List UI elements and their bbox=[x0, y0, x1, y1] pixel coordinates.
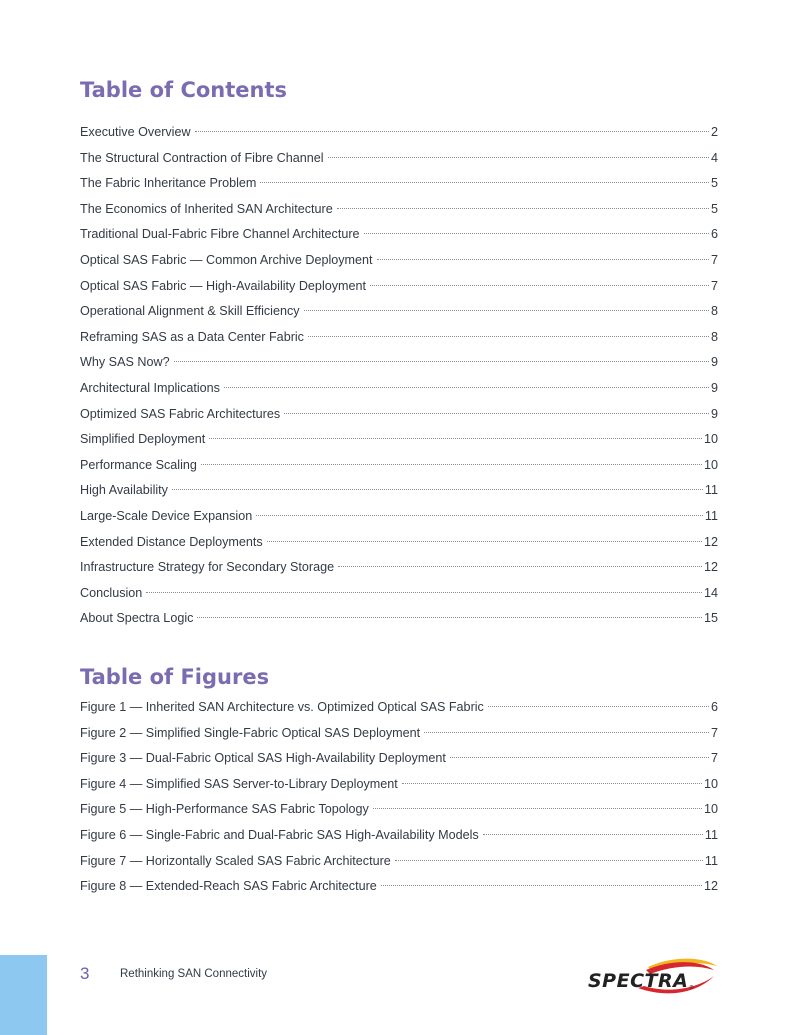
dot-leader bbox=[338, 566, 702, 567]
toc-entry[interactable] bbox=[80, 506, 718, 532]
toc-entry-label: Optical SAS Fabric — Common Archive Deployment bbox=[80, 252, 373, 267]
footer-accent-block bbox=[0, 955, 47, 1035]
figure-entry[interactable] bbox=[80, 697, 718, 723]
dot-leader bbox=[267, 541, 702, 542]
toc-entry-label: Optical SAS Fabric — High-Availability Deployment bbox=[80, 278, 367, 293]
toc-entry-page: 11 bbox=[704, 483, 718, 498]
toc-entry-page: 7 bbox=[710, 252, 718, 267]
figure-entry[interactable] bbox=[80, 825, 718, 851]
toc-entry-page: 4 bbox=[710, 150, 718, 165]
toc-entry-page: 8 bbox=[710, 304, 718, 319]
toc-entry-page: 12 bbox=[703, 560, 718, 575]
dot-leader bbox=[209, 438, 702, 439]
toc-entry[interactable] bbox=[80, 583, 718, 609]
figure-entry-page: 11 bbox=[704, 827, 718, 842]
figure-entry-label: Figure 6 — Single-Fabric and Dual-Fabric SAS High-Availability Models bbox=[80, 827, 479, 842]
toc-entry[interactable] bbox=[80, 455, 718, 481]
svg-text:SPECTRA: SPECTRA bbox=[588, 970, 689, 992]
toc-entry[interactable] bbox=[80, 557, 718, 583]
dot-leader bbox=[174, 361, 709, 362]
toc-entry-label: The Fabric Inheritance Problem bbox=[80, 176, 257, 191]
figure-entry-label: Figure 7 — Horizontally Scaled SAS Fabric Architecture bbox=[80, 853, 391, 868]
toc-entry[interactable] bbox=[80, 276, 718, 302]
figure-entry-page: 12 bbox=[703, 879, 718, 894]
figure-entry-page: 11 bbox=[704, 853, 718, 868]
toc-entry-page: 11 bbox=[704, 508, 718, 523]
dot-leader bbox=[373, 808, 702, 809]
figure-entry-label: Figure 1 — Inherited SAN Architecture vs. Optimized Optical SAS Fabric bbox=[80, 700, 484, 714]
toc-entry[interactable] bbox=[80, 429, 718, 455]
svg-text:®: ® bbox=[689, 985, 694, 991]
dot-leader bbox=[450, 757, 709, 758]
toc-entry-page: 14 bbox=[703, 585, 718, 600]
dot-leader bbox=[146, 592, 702, 593]
toc-entry[interactable] bbox=[80, 327, 718, 353]
toc-entry-page: 10 bbox=[703, 457, 718, 472]
figure-entry-page: 10 bbox=[703, 802, 718, 817]
toc-entry-page: 9 bbox=[710, 406, 718, 421]
dot-leader bbox=[308, 336, 709, 337]
toc-entry-page: 12 bbox=[703, 534, 718, 549]
toc-entry[interactable] bbox=[80, 480, 718, 506]
toc-entry-page: 15 bbox=[703, 611, 718, 626]
toc-entry-page: 6 bbox=[710, 227, 718, 242]
figure-entry-label: Figure 3 — Dual-Fabric Optical SAS High-Availability Deployment bbox=[80, 751, 446, 766]
toc-entry-label: Performance Scaling bbox=[80, 457, 197, 472]
figure-entry-page: 7 bbox=[710, 725, 718, 740]
toc-entry-label: Traditional Dual-Fabric Fibre Channel Architecture bbox=[80, 227, 360, 242]
figure-entry-label: Figure 2 — Simplified Single-Fabric Optical SAS Deployment bbox=[80, 725, 421, 740]
dot-leader bbox=[284, 413, 709, 414]
toc-entry[interactable] bbox=[80, 122, 718, 148]
dot-leader bbox=[197, 617, 702, 618]
toc-entry[interactable] bbox=[80, 352, 718, 378]
toc-entry-label: High Availability bbox=[80, 483, 168, 498]
dot-leader bbox=[381, 885, 702, 886]
toc-entry-label: Large-Scale Device Expansion bbox=[80, 508, 253, 523]
toc-entry-label: Executive Overview bbox=[80, 125, 191, 139]
dot-leader bbox=[377, 259, 709, 260]
table-of-contents-heading: Table of Contents bbox=[80, 78, 288, 102]
dot-leader bbox=[195, 131, 709, 132]
toc-entry-label: Architectural Implications bbox=[80, 380, 220, 395]
figure-entry-page: 6 bbox=[710, 700, 718, 714]
toc-entry-page: 8 bbox=[710, 329, 718, 344]
toc-entry-label: The Economics of Inherited SAN Architecture bbox=[80, 201, 333, 216]
toc-entry-label: Reframing SAS as a Data Center Fabric bbox=[80, 329, 304, 344]
dot-leader bbox=[328, 157, 709, 158]
toc-entry-page: 2 bbox=[710, 125, 718, 139]
figure-entry-page: 10 bbox=[703, 776, 718, 791]
figure-entry[interactable] bbox=[80, 748, 718, 774]
toc-entry[interactable] bbox=[80, 378, 718, 404]
toc-entry-label: Operational Alignment & Skill Efficiency bbox=[80, 304, 300, 319]
table-of-figures-list bbox=[80, 697, 718, 902]
dot-leader bbox=[402, 783, 702, 784]
toc-entry-label: Infrastructure Strategy for Secondary Storage bbox=[80, 560, 335, 575]
dot-leader bbox=[364, 233, 709, 234]
toc-entry[interactable] bbox=[80, 301, 718, 327]
page-number: 3 bbox=[80, 964, 90, 983]
spectra-logo bbox=[586, 958, 718, 996]
table-of-figures-heading: Table of Figures bbox=[80, 665, 270, 689]
figure-entry[interactable] bbox=[80, 723, 718, 749]
toc-entry-page: 9 bbox=[710, 380, 718, 395]
toc-entry-page: 5 bbox=[710, 201, 718, 216]
dot-leader bbox=[172, 489, 703, 490]
toc-entry-label: Conclusion bbox=[80, 585, 143, 600]
dot-leader bbox=[256, 515, 703, 516]
toc-entry[interactable] bbox=[80, 148, 718, 174]
toc-entry-page: 7 bbox=[710, 278, 718, 293]
toc-entry[interactable] bbox=[80, 404, 718, 430]
toc-entry-label: Why SAS Now? bbox=[80, 355, 170, 370]
toc-entry[interactable] bbox=[80, 173, 718, 199]
dot-leader bbox=[483, 834, 703, 835]
toc-entry-page: 5 bbox=[710, 176, 718, 191]
dot-leader bbox=[424, 732, 709, 733]
toc-entry-label: About Spectra Logic bbox=[80, 611, 194, 626]
document-title: Rethinking SAN Connectivity bbox=[120, 968, 268, 980]
figure-entry-label: Figure 8 — Extended-Reach SAS Fabric Architecture bbox=[80, 879, 377, 894]
toc-entry-label: Extended Distance Deployments bbox=[80, 534, 263, 549]
figure-entry[interactable] bbox=[80, 851, 718, 877]
table-of-contents-list bbox=[80, 122, 718, 634]
figure-entry[interactable] bbox=[80, 876, 718, 902]
toc-entry[interactable] bbox=[80, 532, 718, 558]
figure-entry[interactable] bbox=[80, 799, 718, 825]
toc-entry[interactable] bbox=[80, 199, 718, 225]
dot-leader bbox=[488, 706, 709, 707]
toc-entry-label: Simplified Deployment bbox=[80, 432, 206, 447]
toc-entry-page: 10 bbox=[703, 432, 718, 447]
dot-leader bbox=[201, 464, 702, 465]
dot-leader bbox=[370, 285, 709, 286]
figure-entry[interactable] bbox=[80, 774, 718, 800]
dot-leader bbox=[395, 860, 703, 861]
figure-entry-label: Figure 4 — Simplified SAS Server-to-Library Deployment bbox=[80, 776, 398, 791]
figure-entry-page: 7 bbox=[710, 751, 718, 766]
dot-leader bbox=[337, 208, 709, 209]
dot-leader bbox=[224, 387, 709, 388]
toc-entry[interactable] bbox=[80, 250, 718, 276]
figure-entry-label: Figure 5 — High-Performance SAS Fabric Topology bbox=[80, 802, 369, 817]
dot-leader bbox=[304, 310, 709, 311]
toc-entry[interactable] bbox=[80, 224, 718, 250]
toc-entry-label: Optimized SAS Fabric Architectures bbox=[80, 406, 281, 421]
toc-entry-page: 9 bbox=[710, 355, 718, 370]
toc-entry-label: The Structural Contraction of Fibre Channel bbox=[80, 150, 324, 165]
toc-entry[interactable] bbox=[80, 608, 718, 634]
dot-leader bbox=[260, 182, 709, 183]
